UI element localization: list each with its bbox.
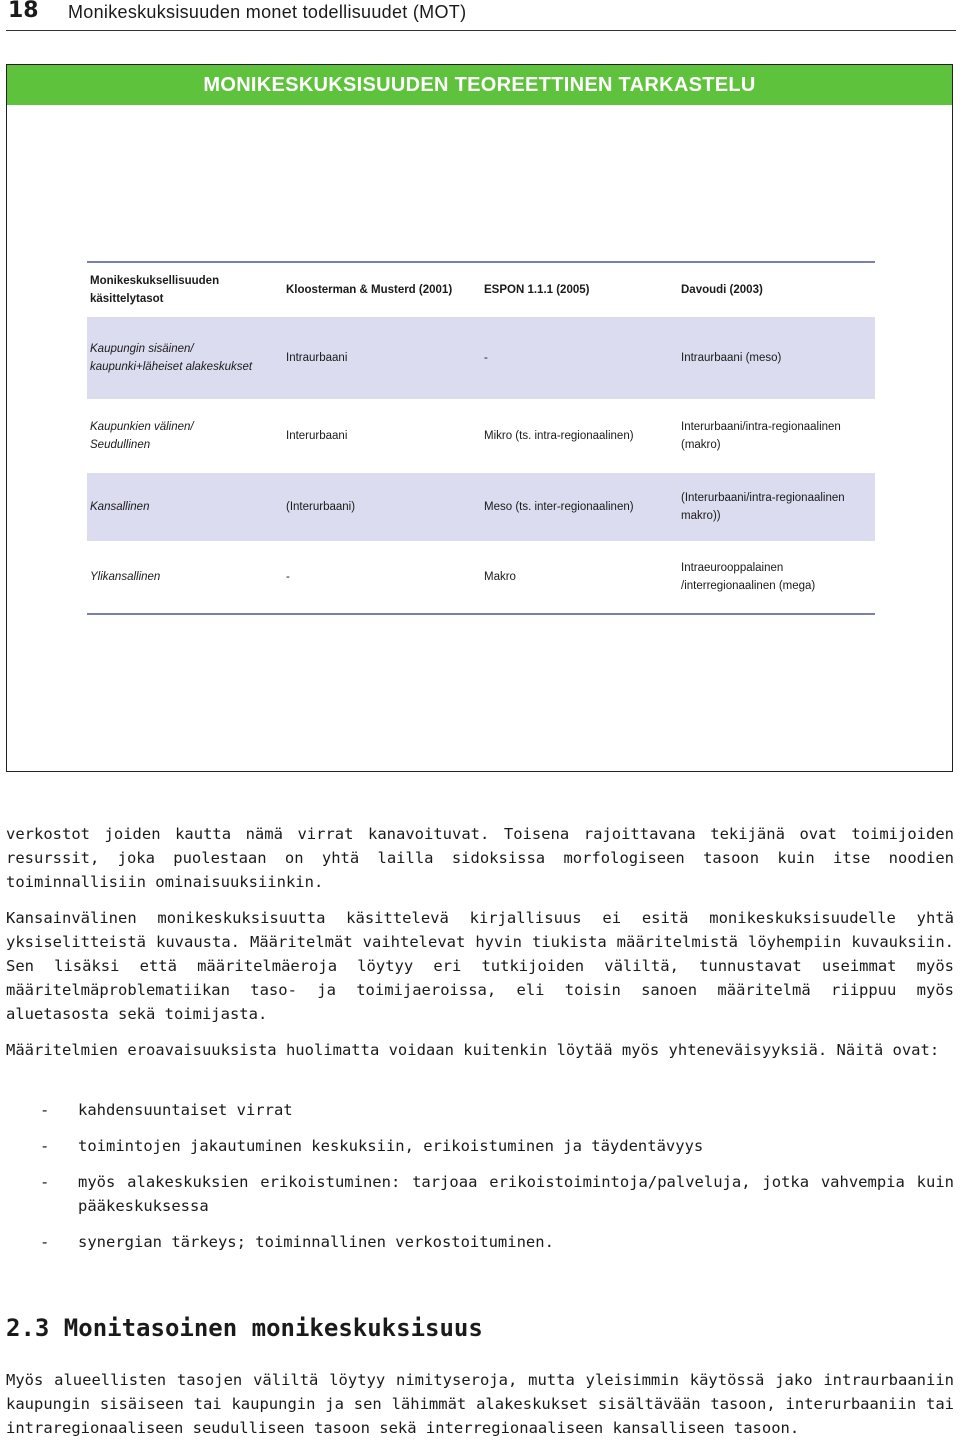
- table-cell: [681, 473, 871, 541]
- page-header: [6, 0, 956, 31]
- table-cell: [484, 541, 674, 613]
- cell-line: Interurbaani: [286, 430, 348, 442]
- list-item-text: synergian tärkeys; toiminnallinen verkostoituminen.: [78, 1233, 554, 1251]
- table-cell: [90, 317, 280, 399]
- header-cell: [286, 263, 476, 317]
- table-cell: [681, 541, 871, 613]
- table-cell: [484, 317, 674, 399]
- table-cell: [286, 541, 476, 613]
- list-item-text: toimintojen jakautuminen keskuksiin, erikoistuminen ja täydentävyys: [78, 1137, 704, 1155]
- running-title: Monikeskuksisuuden monet todellisuudet (MOT): [68, 2, 467, 22]
- cell-line: Monikeskuksellisuuden: [90, 275, 220, 287]
- cell-line: (makro): [681, 439, 721, 451]
- paragraph-3: Määritelmien eroavaisuuksista huolimatta voidaan kuitenkin löytää myös yhteneväisyyksiä. Näitä ovat:: [6, 1041, 940, 1059]
- table-row: [87, 317, 875, 399]
- figure-slide: [6, 64, 953, 772]
- cell-line: Kansallinen: [90, 501, 150, 513]
- table-cell: [681, 317, 871, 399]
- list-dash: -: [40, 1173, 50, 1191]
- table-cell: [484, 473, 674, 541]
- table-row: [87, 541, 875, 613]
- cell-line: Meso (ts. inter-regionaalinen): [484, 501, 634, 513]
- cell-line: Intraurbaani (meso): [681, 352, 782, 364]
- cell-line: makro)): [681, 510, 721, 522]
- list-dash: -: [40, 1101, 50, 1119]
- cell-line: Mikro (ts. intra-regionaalinen): [484, 430, 634, 442]
- cell-line: kaupunki+läheiset alakeskukset: [90, 361, 253, 373]
- cell-line: Kaupunkien välinen/: [90, 421, 194, 433]
- cell-line: Makro: [484, 571, 516, 583]
- cell-line: ESPON 1.1.1 (2005): [484, 284, 590, 296]
- cell-line: -: [484, 352, 488, 364]
- cell-line: /interregionaalinen (mega): [681, 580, 816, 592]
- list-dash: -: [40, 1233, 50, 1251]
- table-cell: [90, 541, 280, 613]
- header-cell: [90, 263, 280, 317]
- list-dash: -: [40, 1137, 50, 1155]
- list-item-text: kahdensuuntaiset virrat: [78, 1101, 293, 1119]
- table-cell: [286, 473, 476, 541]
- cell-line: käsittelytasot: [90, 293, 164, 305]
- table-cell: [681, 399, 871, 473]
- list-item-text: myös alakeskuksien erikoistuminen: tarjoaa erikoistoimintoja/palveluja, jotka vahvempia kuin pääkeskuksessa: [78, 1173, 954, 1215]
- cell-line: Intraeurooppalainen: [681, 562, 784, 574]
- page-number: 18: [8, 0, 39, 23]
- cell-line: Davoudi (2003): [681, 284, 763, 296]
- cell-line: Interurbaani/intra-regionaalinen: [681, 421, 841, 433]
- table-row: [87, 399, 875, 473]
- section-paragraph: Myös alueellisten tasojen väliltä löytyy nimityseroja, mutta yleisimmin käytössä jako intraurbaaniin kaupungin sisäiseen tai kaupungin ja sen lähimmät alakeskukset sisältävään tasoon, interurbaaniin tai intraregionaaliseen seudulliseen tasoon sekä interregionaaliseen kansalliseen tasoon.: [6, 1371, 954, 1437]
- table-bottom-rule: [87, 613, 875, 615]
- paragraph-1: verkostot joiden kautta nämä virrat kanavoituvat. Toisena rajoittavana tekijänä ovat toimijoiden resurssit, joka puolestaan on yhtä lailla sidoksissa morfologiseen tasoon kuin itse noodien toiminnallisiin ominaisuuksiinkin.: [6, 825, 954, 891]
- table-header-row: [87, 263, 875, 317]
- header-cell: [681, 263, 871, 317]
- cell-line: Ylikansallinen: [90, 571, 161, 583]
- cell-line: Kloosterman & Musterd (2001): [286, 284, 453, 296]
- table-cell: [286, 399, 476, 473]
- slide-title: MONIKESKUKSISUUDEN TEOREETTINEN TARKASTELU: [7, 65, 952, 105]
- table-cell: [286, 317, 476, 399]
- table-row: [87, 473, 875, 541]
- table-cell: [90, 473, 280, 541]
- cell-line: (Interurbaani): [286, 501, 356, 513]
- paragraph-2: Kansainvälinen monikeskuksisuutta käsittelevä kirjallisuus ei esitä monikeskuksisuudelle yhtä yksiselitteistä kuvausta. Määritelmät vaihtelevat hyvin tiukista määritelmistä löyhempiin kuvauksiin. Sen lisäksi että määritelmäeroja löytyy eri tutkijoiden väliltä, tunnustavat useimmat myös määritelmäproblematiikan taso- ja toimijaeroissa, eli toisin sanoen määritelmä riippuu myös aluetasosta sekä toimijasta.: [6, 909, 954, 1023]
- cell-line: Kaupungin sisäinen/: [90, 343, 194, 355]
- table-cell: [90, 399, 280, 473]
- section-heading: 2.3 Monitasoinen monikeskuksisuus: [6, 1314, 483, 1342]
- header-cell: [484, 263, 674, 317]
- cell-line: (Interurbaani/intra-regionaalinen: [681, 492, 845, 504]
- cell-line: -: [286, 571, 290, 583]
- cell-line: Intraurbaani: [286, 352, 348, 364]
- cell-line: Seudullinen: [90, 439, 151, 451]
- table-cell: [484, 399, 674, 473]
